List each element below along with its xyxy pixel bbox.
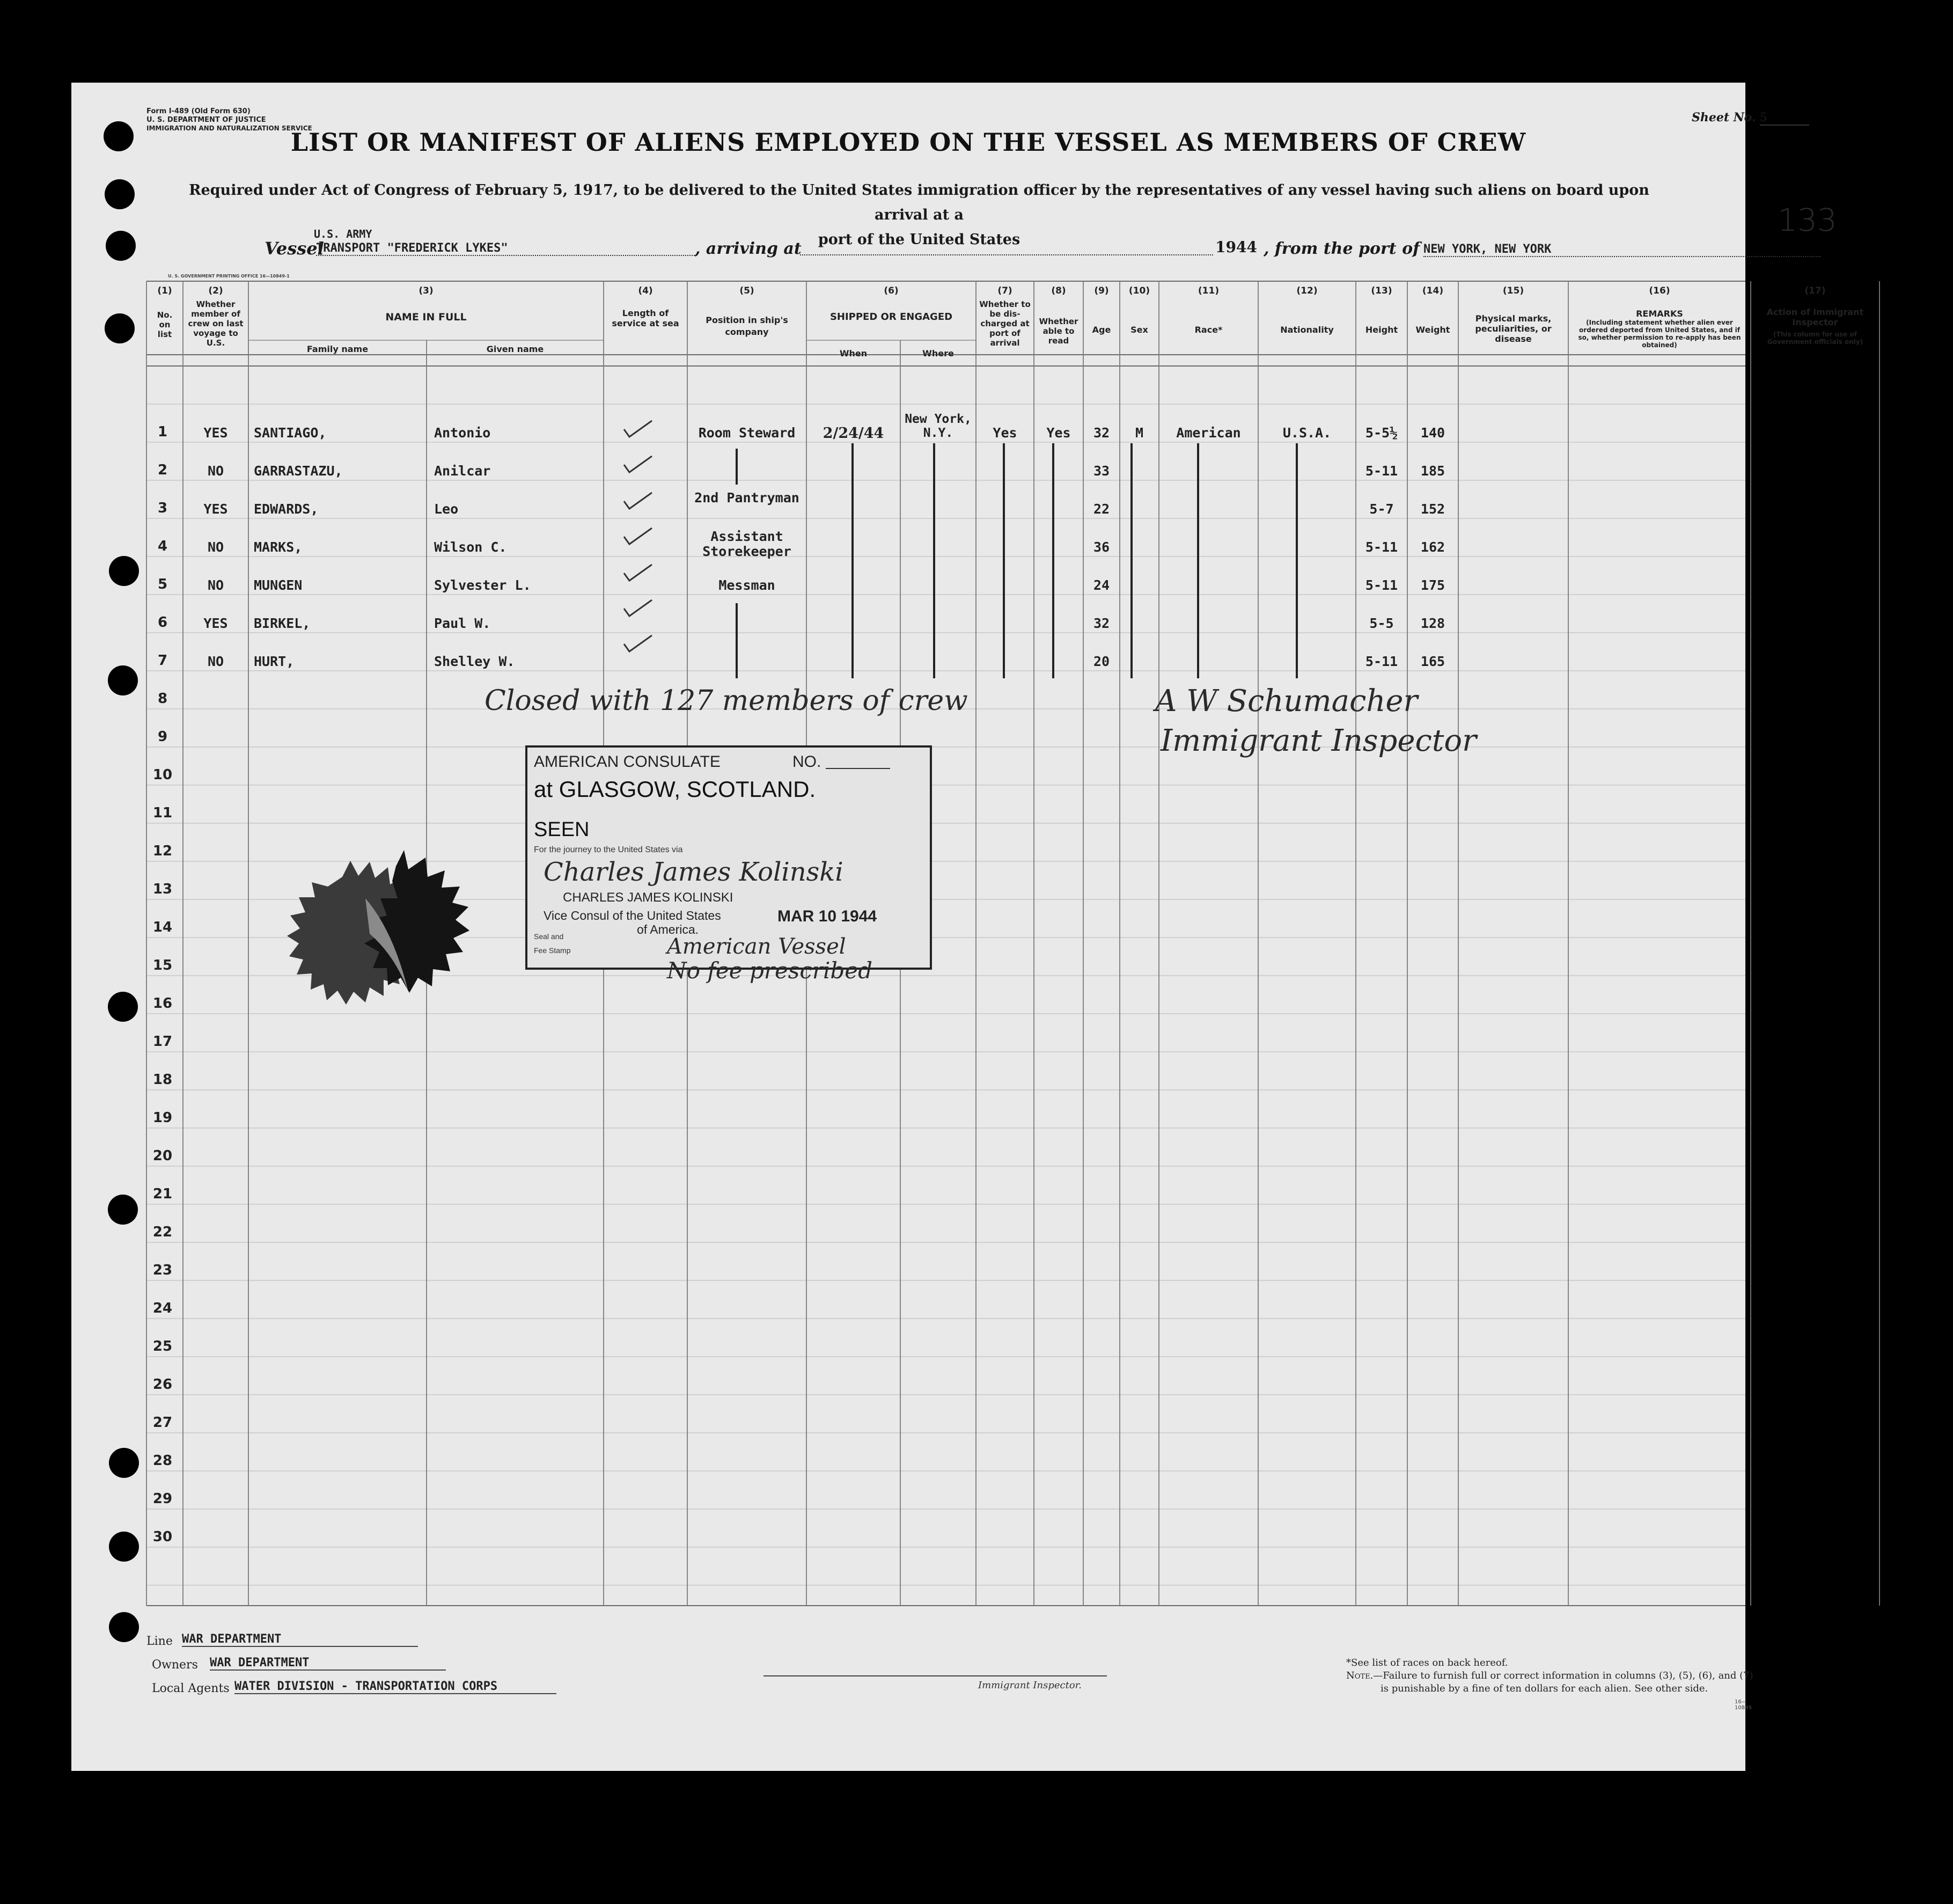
col-head-16: REMARKS	[1636, 309, 1683, 319]
row-number: 21	[152, 1186, 173, 1202]
crew-last-voyage: YES	[203, 425, 228, 441]
crew-weight: 162	[1420, 539, 1445, 555]
row-number: 9	[157, 729, 168, 745]
col-head-3-given: Given name	[486, 344, 544, 354]
row-number: 24	[152, 1300, 173, 1316]
consulate-stamp	[525, 745, 932, 970]
row-number: 26	[152, 1376, 173, 1393]
department-name: U. S. DEPARTMENT OF JUSTICE	[146, 116, 266, 124]
crew-family-name: HURT,	[254, 654, 295, 669]
col-head-2: Whether member of crew on last voyage to U.S.	[188, 299, 244, 348]
crew-family-name: GARRASTAZU,	[254, 463, 343, 479]
crew-position: Assistant Storekeeper	[702, 529, 791, 559]
crew-height: 5-11	[1365, 463, 1398, 479]
row-number: 2	[157, 462, 168, 478]
crew-family-name: BIRKEL,	[254, 616, 311, 631]
col-head-12: Nationality	[1280, 325, 1334, 335]
stamp-seen: SEEN	[534, 818, 590, 841]
crew-family-name: SANTIAGO,	[254, 425, 327, 441]
stamp-seal-label: Seal and	[534, 932, 564, 941]
crew-given-name: Sylvester L.	[434, 577, 531, 593]
row-number: 14	[152, 919, 173, 935]
ditto-lines	[737, 443, 1297, 678]
col-num-16: (16)	[1649, 285, 1670, 296]
crew-able-to-read: Yes	[1046, 425, 1071, 441]
col-head-15: Physical marks, peculiarities, or disease	[1475, 313, 1552, 344]
col-head-6: SHIPPED OR ENGAGED	[829, 311, 953, 323]
crew-last-voyage: NO	[207, 539, 224, 555]
row-number: 30	[152, 1529, 173, 1545]
col-head-10: Sex	[1130, 325, 1148, 335]
col-head-1: No. on list	[157, 310, 173, 339]
row-number: 22	[152, 1224, 173, 1240]
crew-weight: 128	[1420, 616, 1445, 631]
subtitle-line-1: Required under Act of Congress of February 5, 1917, to be delivered to the United States immigration officer by the representatives of any vessel having such aliens on board upon arrival at a	[189, 182, 1649, 223]
from-port-label: , from the port of	[1264, 239, 1420, 258]
crew-sex: M	[1135, 425, 1144, 441]
crew-age: 22	[1093, 501, 1110, 517]
crew-weight: 175	[1420, 577, 1445, 593]
consul-signature: Charles James Kolinski	[544, 857, 843, 887]
stamp-header: AMERICAN CONSULATE	[534, 753, 721, 771]
col-head-14: Weight	[1415, 325, 1450, 335]
footer-note-label: Note.	[1346, 1670, 1374, 1681]
col-num-5: (5)	[739, 285, 754, 296]
crew-nationality: U.S.A.	[1282, 425, 1332, 441]
row-number: 23	[152, 1262, 173, 1278]
col-num-15: (15)	[1502, 285, 1524, 296]
crew-weight: 185	[1420, 463, 1445, 479]
row-number: 8	[157, 691, 168, 707]
col-num-17: (17)	[1804, 285, 1826, 296]
row-number: 28	[152, 1453, 173, 1469]
stamp-city: at GLASGOW, SCOTLAND.	[534, 777, 816, 802]
crew-age: 33	[1093, 463, 1110, 479]
seal-stamps	[287, 850, 469, 1005]
crew-position: Messman	[718, 577, 775, 593]
stamp-no-label: NO.	[792, 753, 821, 771]
vessel-value: TRANSPORT "FREDERICK LYKES"	[316, 241, 695, 256]
american-vessel-note: American Vessel	[667, 934, 846, 959]
service-name: IMMIGRATION AND NATURALIZATION SERVICE	[146, 125, 312, 132]
crew-given-name: Wilson C.	[434, 539, 507, 555]
crew-family-name: MARKS,	[254, 539, 303, 555]
closed-crew-note: Closed with 127 members of crew	[484, 685, 968, 717]
crew-given-name: Paul W.	[434, 616, 491, 631]
row-number: 10	[152, 767, 173, 783]
manifest-sheet	[71, 83, 1864, 1771]
sheet-number-value: 5	[1760, 111, 1809, 126]
crew-height: 5-11	[1365, 577, 1398, 593]
crew-family-name: EDWARDS,	[254, 501, 319, 517]
inspector-signature-line	[763, 1675, 1107, 1676]
from-port-value: NEW YORK, NEW YORK	[1423, 243, 1820, 257]
crew-height: 5-11	[1365, 654, 1398, 669]
col-num-3: (3)	[418, 285, 434, 296]
col-head-6-where: Where	[922, 348, 954, 358]
footer-code: 16—10849	[1735, 1699, 1752, 1711]
footer-line-value: WAR DEPARTMENT	[182, 1632, 418, 1647]
col-head-11: Race*	[1194, 325, 1223, 335]
stamp-date: MAR 10 1944	[777, 907, 877, 925]
row-number: 27	[152, 1415, 173, 1431]
crew-last-voyage: NO	[207, 654, 224, 669]
vessel-line-1: U.S. ARMY	[314, 228, 372, 240]
col-num-6: (6)	[884, 285, 899, 296]
crew-height: 5-7	[1369, 501, 1394, 517]
no-fee-note: No fee prescribed	[667, 957, 873, 984]
crew-shipped-where: New York, N.Y.	[905, 412, 972, 440]
col-head-5: Position in ship's company	[706, 315, 788, 337]
crew-given-name: Shelley W.	[434, 654, 515, 669]
row-number: 17	[152, 1034, 173, 1050]
crew-given-name: Antonio	[434, 425, 491, 441]
col-num-7: (7)	[997, 285, 1012, 296]
footer-note-text: —Failure to furnish full or correct information in columns (3), (5), (6), and (7)	[1373, 1670, 1753, 1681]
col-num-13: (13)	[1371, 285, 1392, 296]
crew-given-name: Leo	[434, 501, 459, 517]
col-head-17: Action of Immigrant Inspector	[1766, 307, 1864, 327]
subtitle-line-2: port of the United States	[818, 231, 1020, 248]
col-head-6-when: When	[839, 348, 868, 358]
row-number: 6	[157, 614, 168, 631]
col-head-13: Height	[1365, 325, 1398, 335]
consul-name: CHARLES JAMES KOLINSKI	[563, 890, 733, 905]
col-num-1: (1)	[157, 285, 172, 296]
col-num-14: (14)	[1422, 285, 1444, 296]
crew-discharged: Yes	[993, 425, 1017, 441]
row-number: 25	[152, 1338, 173, 1354]
inspector-title-handwritten: Immigrant Inspector	[1161, 723, 1477, 758]
footer-note	[1346, 1670, 1753, 1681]
col-num-10: (10)	[1128, 285, 1150, 296]
col-head-17-note: (This column for use of Government officials only)	[1767, 331, 1863, 346]
row-number: 29	[152, 1491, 173, 1507]
crew-family-name: MUNGEN	[254, 577, 303, 593]
row-number: 5	[157, 576, 168, 592]
row-number: 12	[152, 843, 173, 859]
crew-height: 5-11	[1365, 539, 1398, 555]
footer-owners-value: WAR DEPARTMENT	[210, 1656, 446, 1671]
footer-owners-label: Owners	[152, 1658, 198, 1672]
crew-age: 32	[1093, 616, 1110, 631]
footer-agents-label: Local Agents	[152, 1682, 230, 1695]
crew-shipped-when: 2/24/44	[823, 425, 884, 442]
crew-height: 5-5	[1369, 616, 1394, 631]
footer-note-2: is punishable by a fine of ten dollars for each alien. See other side.	[1381, 1683, 1708, 1694]
consul-title-2: of America.	[637, 922, 699, 936]
col-num-9: (9)	[1094, 285, 1109, 296]
crew-last-voyage: NO	[207, 577, 224, 593]
row-number: 20	[152, 1148, 173, 1164]
col-num-11: (11)	[1198, 285, 1220, 296]
crew-last-voyage: YES	[203, 616, 228, 631]
crew-weight: 165	[1420, 654, 1445, 669]
row-number: 18	[152, 1072, 173, 1088]
col-num-2: (2)	[208, 285, 223, 296]
crew-age: 36	[1093, 539, 1110, 555]
row-number: 4	[157, 538, 168, 554]
checkmark-marks	[624, 421, 652, 651]
stamp-journey: For the journey to the United States via	[534, 845, 683, 854]
crew-age: 32	[1093, 425, 1110, 441]
crew-given-name: Anilcar	[434, 463, 491, 479]
col-head-4: Length of service at sea	[612, 308, 679, 328]
year-value: 1944	[1215, 238, 1257, 256]
row-number: 11	[152, 805, 173, 821]
crew-weight: 152	[1420, 501, 1445, 517]
footer-agents-value: WATER DIVISION - TRANSPORTATION CORPS	[234, 1680, 556, 1694]
crew-last-voyage: NO	[207, 463, 224, 479]
row-number: 16	[152, 995, 173, 1012]
page-number: 133	[1778, 202, 1837, 238]
row-number: 7	[157, 653, 168, 669]
col-head-8: Whether able to read	[1039, 317, 1078, 346]
crew-race: American	[1176, 425, 1241, 441]
row-number: 1	[157, 424, 168, 440]
row-number: 19	[152, 1110, 173, 1126]
form-number: Form I-489 (Old Form 630)	[146, 107, 251, 115]
col-head-7: Whether to be dis-charged at port of arrival	[979, 299, 1031, 348]
col-num-4: (4)	[638, 285, 653, 296]
col-head-16-note: (Including statement whether alien ever ordered deported from United States, and if so, whether permission to re-apply has been obtained)	[1578, 319, 1741, 349]
form-title: LIST OR MANIFEST OF ALIENS EMPLOYED ON THE VESSEL AS MEMBERS OF CREW	[290, 128, 1526, 157]
arriving-label: , arriving at	[695, 239, 802, 258]
row-number: 3	[157, 500, 168, 516]
col-num-12: (12)	[1296, 285, 1318, 296]
crew-height: 5-5½	[1365, 425, 1398, 441]
stamp-fee-label: Fee Stamp	[534, 946, 571, 955]
row-number: 15	[152, 957, 173, 973]
row-number: 13	[152, 881, 173, 897]
footer-line-label: Line	[146, 1635, 173, 1648]
crew-age: 20	[1093, 654, 1110, 669]
crew-age: 24	[1093, 577, 1110, 593]
sheet-number-label: Sheet No.	[1692, 111, 1756, 125]
col-head-9: Age	[1092, 325, 1111, 335]
inspector-signature: A W Schumacher	[1155, 684, 1418, 719]
races-note: *See list of races on back hereof.	[1346, 1657, 1508, 1668]
stamp-no-line	[826, 768, 890, 769]
col-head-3-family: Family name	[306, 344, 369, 354]
crew-weight: 140	[1420, 425, 1445, 441]
vessel-label: Vessel	[265, 238, 324, 259]
crew-position: 2nd Pantryman	[694, 490, 799, 506]
crew-last-voyage: YES	[203, 501, 228, 517]
col-head-3: NAME IN FULL	[385, 311, 467, 323]
inspector-label: Immigrant Inspector.	[978, 1680, 1082, 1691]
printing-office: U. S. GOVERNMENT PRINTING OFFICE 16—10849-1	[168, 274, 290, 279]
crew-position: Room Steward	[698, 425, 796, 441]
col-num-8: (8)	[1051, 285, 1066, 296]
consul-title: Vice Consul of the United States	[544, 909, 721, 922]
